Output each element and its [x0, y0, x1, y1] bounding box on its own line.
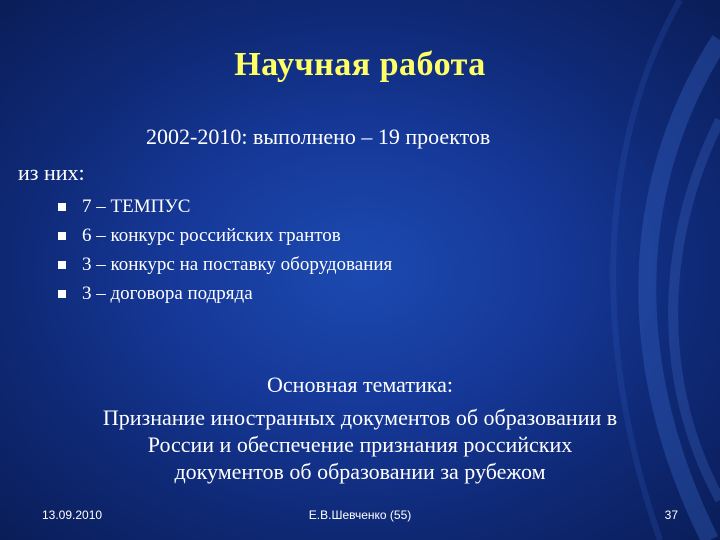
square-bullet-icon: [58, 232, 66, 240]
list-item: [56, 279, 392, 308]
list-item: [56, 250, 392, 279]
theme-line: России и обеспечение признания российских: [147, 432, 573, 457]
theme-text: [30, 404, 690, 485]
footer-date: 13.09.2010: [42, 508, 103, 522]
list-item: [56, 192, 392, 221]
footer-page-number: 37: [664, 508, 678, 522]
list-item: [56, 221, 392, 250]
theme-line: документов об образовании за рубежом: [174, 459, 546, 484]
slide-title: Научная работа: [234, 46, 486, 83]
square-bullet-icon: [58, 290, 66, 298]
list-item-text: 3 – конкурс на поставку оборудования: [82, 253, 393, 275]
list-item-text: 3 – договора подряда: [82, 282, 253, 304]
footer-author: Е.В.Шевченко (55): [308, 508, 412, 522]
theme-line: Признание иностранных документов об образовании в: [102, 405, 618, 430]
square-bullet-icon: [58, 203, 66, 211]
list-item-text: 7 – ТЕМПУС: [82, 195, 191, 217]
list-item-text: 6 – конкурс российских грантов: [82, 224, 341, 246]
projects-summary: 2002-2010: выполнено – 19 проектов: [146, 124, 491, 149]
projects-intro: из них:: [18, 160, 85, 185]
square-bullet-icon: [58, 261, 66, 269]
projects-list: [56, 192, 392, 308]
theme-heading: Основная тематика:: [267, 372, 453, 397]
